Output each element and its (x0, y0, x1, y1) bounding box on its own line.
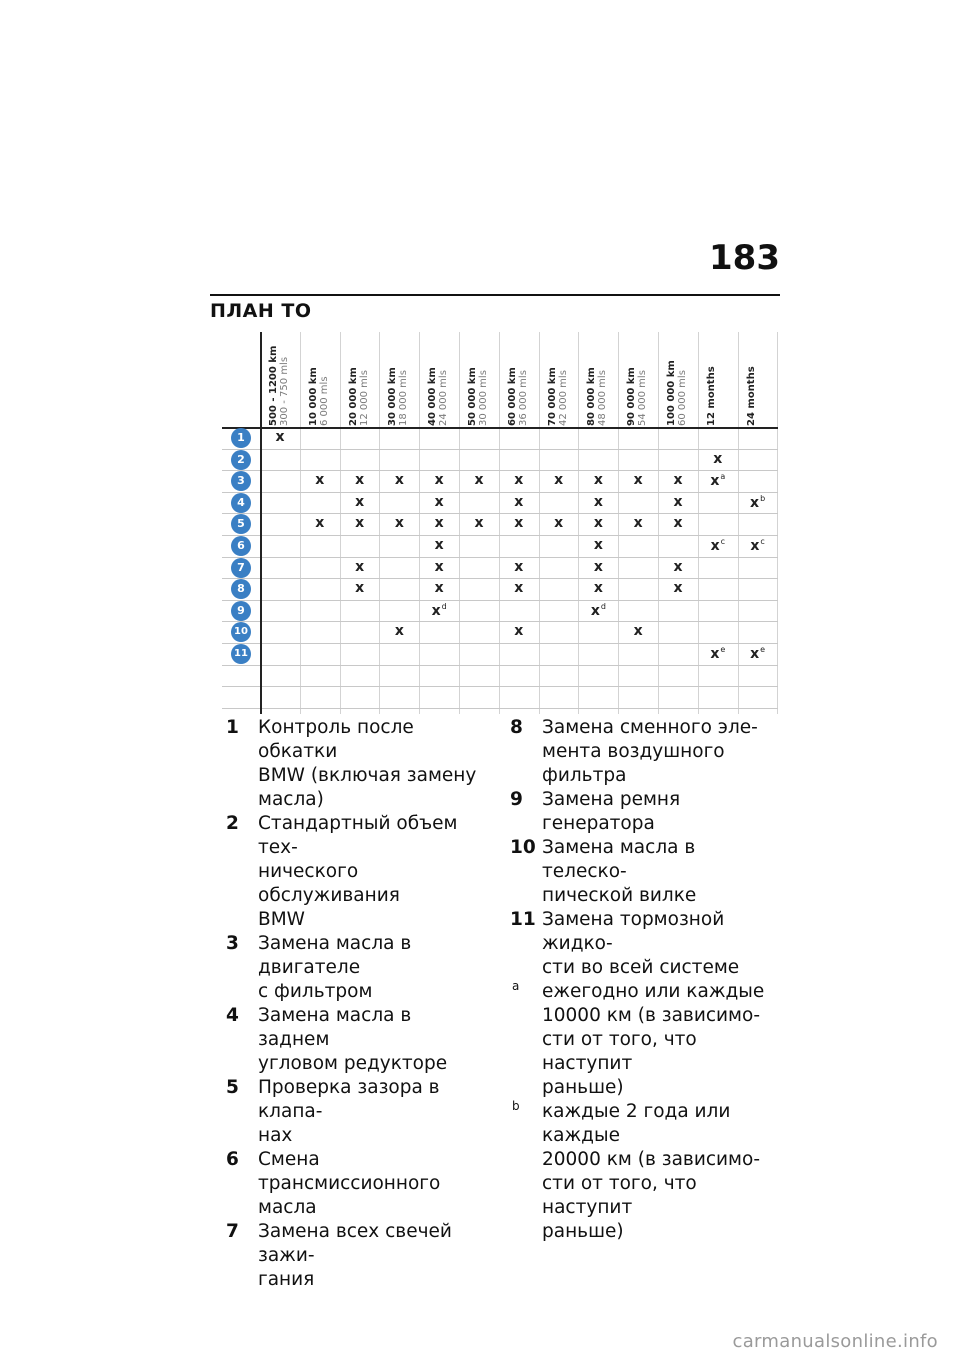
legend-line: пической вилке (542, 885, 697, 906)
schedule-mark: x (593, 472, 603, 489)
schedule-mark: x (394, 515, 404, 532)
legend-line: Проверка зазора в клапа- (258, 1077, 440, 1122)
legend-number: 8 (510, 717, 523, 738)
legend-number: 7 (226, 1221, 239, 1242)
schedule-mark: $x^e$ (750, 645, 766, 662)
column-header-km: 20 000 km (347, 367, 359, 426)
column-header (507, 332, 535, 426)
schedule-mark: x (315, 515, 325, 532)
grid-hline (222, 600, 778, 601)
grid-hline (222, 643, 778, 644)
legend-line: Замена сменного эле- (542, 717, 758, 738)
column-header-mls: 36 000 mls (517, 370, 529, 426)
column-header (387, 332, 415, 426)
schedule-mark: x (633, 515, 643, 532)
section-title: ПЛАН ТО (210, 300, 312, 322)
column-header-km: 80 000 km (586, 367, 598, 426)
column-header (467, 332, 495, 426)
column-header-mls: 6 000 mls (318, 376, 330, 426)
legend-line: с фильтром (258, 981, 373, 1002)
legend-line: Замена масла в заднем (258, 1005, 412, 1050)
row-number-badge: 2 (231, 450, 251, 470)
schedule-mark: x (474, 515, 484, 532)
schedule-mark: x (355, 580, 365, 597)
column-header-km: 24 months (745, 366, 757, 426)
row-number-badge: 7 (231, 558, 251, 578)
row-number-badge: 5 (231, 514, 251, 534)
legend-line: ежегодно или каждые (542, 981, 765, 1002)
column-header-mls: 42 000 mls (557, 370, 569, 426)
legend-line: нах (258, 1125, 293, 1146)
column-header-mls: 60 000 mls (677, 370, 688, 426)
legend-line: мента воздушного фильтра (542, 741, 725, 786)
legend-line: Смена трансмиссионного (258, 1149, 441, 1194)
header-rule (210, 294, 780, 296)
legend-line: сти от того, что наступит (542, 1173, 697, 1218)
schedule-mark: x (673, 515, 683, 532)
row-number-badge: 3 (231, 471, 251, 491)
schedule-mark: x (434, 537, 444, 553)
schedule-mark: x (355, 472, 365, 489)
column-header (268, 332, 296, 426)
grid-hline (222, 686, 778, 687)
grid-hline (222, 578, 778, 579)
legend-item (226, 1220, 486, 1292)
mark-footnote-ref: c (760, 537, 765, 546)
column-header (666, 332, 694, 426)
schedule-mark: x (554, 472, 564, 489)
legend-line: сти от того, что наступит (542, 1029, 697, 1074)
schedule-mark: x (355, 558, 365, 575)
schedule-mark: x (514, 493, 524, 510)
legend-item (226, 1148, 486, 1220)
schedule-mark: x (434, 493, 444, 510)
table-axis-horizontal (222, 427, 778, 429)
legend-number: 6 (226, 1149, 239, 1170)
legend-left (226, 716, 486, 1292)
legend-item (510, 716, 780, 788)
watermark: carmanualsonline.info (732, 1331, 938, 1352)
legend-line: масла) (258, 789, 324, 810)
legend-number: 4 (226, 1005, 239, 1026)
schedule-mark: x (673, 472, 683, 489)
legend-item (226, 716, 486, 812)
grid-hline (222, 513, 778, 514)
schedule-mark: $x^d$ (590, 601, 606, 619)
legend-line: Замена масла в телеско- (542, 837, 696, 882)
schedule-mark: x (633, 472, 643, 489)
legend-right (510, 716, 780, 1244)
legend-item (226, 1076, 486, 1148)
row-number-badge: 1 (231, 428, 251, 448)
schedule-mark: x (434, 580, 444, 597)
legend-number: 1 (226, 717, 239, 738)
schedule-mark: x (713, 450, 723, 467)
legend-line: BMW (258, 909, 305, 930)
grid-hline (222, 708, 778, 709)
mark-footnote-ref: e (760, 645, 766, 654)
mark-footnote-ref: a (720, 472, 726, 482)
column-header-km: 500 - 1200 km (268, 345, 279, 426)
mark-footnote-ref: e (720, 645, 726, 654)
row-number-badge: 9 (231, 601, 251, 621)
mark-footnote-ref: d (441, 601, 447, 611)
grid-hline (222, 492, 778, 493)
schedule-mark: x (315, 472, 325, 489)
row-number-badge: 10 (231, 622, 251, 642)
schedule-mark: $x^c$ (710, 537, 726, 554)
legend-number: 5 (226, 1077, 239, 1098)
schedule-mark: x (434, 515, 444, 532)
schedule-mark: x (394, 623, 404, 640)
schedule-mark: x (355, 515, 365, 532)
legend-line: раньше) (542, 1077, 624, 1098)
column-header-km: 100 000 km (666, 360, 677, 426)
legend-footnote (510, 980, 780, 1100)
column-header-mls: 12 000 mls (358, 370, 370, 426)
column-header-mls: 24 000 mls (438, 370, 450, 426)
legend-line: 20000 км (в зависимо- (542, 1149, 760, 1170)
legend-line: масла (258, 1197, 317, 1218)
legend-item (510, 836, 780, 908)
legend-footnote (510, 1100, 780, 1244)
schedule-mark: $x^b$ (750, 493, 766, 511)
legend-line: 10000 км (в зависимо- (542, 1005, 760, 1026)
schedule-mark: x (514, 580, 524, 597)
column-header-km: 70 000 km (546, 367, 558, 426)
schedule-mark: x (355, 493, 365, 510)
schedule-mark: x (474, 472, 484, 489)
legend-line: угловом редукторе (258, 1053, 448, 1074)
column-header (706, 332, 734, 426)
schedule-mark: x (394, 472, 404, 489)
schedule-mark: x (593, 493, 603, 510)
legend-line: Стандартный объем тех- (258, 813, 458, 858)
schedule-mark: x (514, 515, 524, 532)
schedule-mark: x (434, 472, 444, 489)
column-header-km: 12 months (705, 366, 717, 426)
grid-hline (222, 449, 778, 450)
footnote-letter: a (512, 979, 520, 993)
legend-number: 3 (226, 933, 239, 954)
legend-item (510, 908, 780, 980)
grid-hline (222, 535, 778, 536)
legend-line: каждые 2 года или каждые (542, 1101, 731, 1146)
column-header (547, 332, 575, 426)
column-header (427, 332, 455, 426)
schedule-mark: x (554, 515, 564, 532)
column-header-km: 40 000 km (427, 367, 439, 426)
schedule-mark: $x^a$ (710, 472, 726, 490)
legend-number: 10 (510, 837, 536, 858)
legend-line: нического обслуживания (258, 861, 400, 906)
legend-item (226, 932, 486, 1004)
schedule-mark: x (593, 558, 603, 575)
legend-item (226, 1004, 486, 1076)
legend-line: сти во всей системе (542, 957, 740, 978)
column-header-km: 30 000 km (387, 367, 399, 426)
schedule-mark: x (514, 623, 524, 640)
column-header-mls: 30 000 mls (478, 370, 489, 426)
grid-hline (222, 557, 778, 558)
schedule-mark: x (275, 429, 285, 445)
schedule-mark: x (673, 493, 683, 510)
legend-line: Замена всех свечей зажи- (258, 1221, 452, 1266)
schedule-mark: $x^e$ (710, 645, 726, 662)
column-header (308, 332, 336, 426)
legend-item (226, 812, 486, 932)
legend-number: 2 (226, 813, 239, 834)
column-header-mls: 54 000 mls (637, 370, 649, 426)
mark-footnote-ref: d (600, 601, 606, 611)
mark-footnote-ref: b (760, 493, 766, 503)
grid-hline (222, 470, 778, 471)
legend-line: Замена ремня генератора (542, 789, 681, 834)
footnote-letter: b (512, 1099, 520, 1113)
row-number-badge: 8 (231, 579, 251, 599)
column-header (348, 332, 376, 426)
column-header-mls: 300 - 750 mls (279, 356, 290, 426)
mark-footnote-ref: c (720, 537, 726, 546)
row-number-badge: 6 (231, 536, 251, 556)
column-header-mls: 18 000 mls (398, 370, 410, 426)
legend-line: BMW (включая замену (258, 765, 477, 786)
schedule-mark: x (633, 623, 643, 640)
column-header-km: 10 000 km (307, 367, 319, 426)
row-number-badge: 11 (231, 644, 251, 664)
column-header (746, 332, 774, 426)
grid-hline (222, 621, 778, 622)
page-number: 183 (709, 238, 780, 278)
column-header (586, 332, 614, 426)
schedule-mark: $x^c$ (750, 537, 765, 554)
legend-number: 9 (510, 789, 523, 810)
legend-line: раньше) (542, 1221, 624, 1242)
column-header-km: 90 000 km (626, 367, 638, 426)
schedule-mark: x (593, 515, 603, 532)
schedule-mark: x (434, 558, 444, 575)
table-axis-vertical (260, 332, 262, 714)
column-header-km: 60 000 km (506, 367, 518, 426)
schedule-mark: x (593, 537, 603, 553)
column-header (626, 332, 654, 426)
column-header-mls: 48 000 mls (597, 370, 609, 426)
schedule-mark: x (673, 558, 683, 575)
schedule-mark: x (673, 580, 683, 597)
schedule-mark: x (514, 558, 524, 575)
schedule-mark: $x^d$ (431, 601, 447, 619)
column-header-km: 50 000 km (467, 367, 478, 426)
grid-hline (222, 665, 778, 666)
legend-line: гания (258, 1269, 315, 1290)
schedule-mark: x (514, 472, 524, 489)
schedule-mark: x (593, 580, 603, 597)
row-number-badge: 4 (231, 493, 251, 513)
legend-line: Контроль после обкатки (258, 717, 414, 762)
legend-line: Замена масла в двигателе (258, 933, 412, 978)
legend-item (510, 788, 780, 836)
legend-line: Замена тормозной жидко- (542, 909, 725, 954)
legend-number: 11 (510, 909, 536, 930)
